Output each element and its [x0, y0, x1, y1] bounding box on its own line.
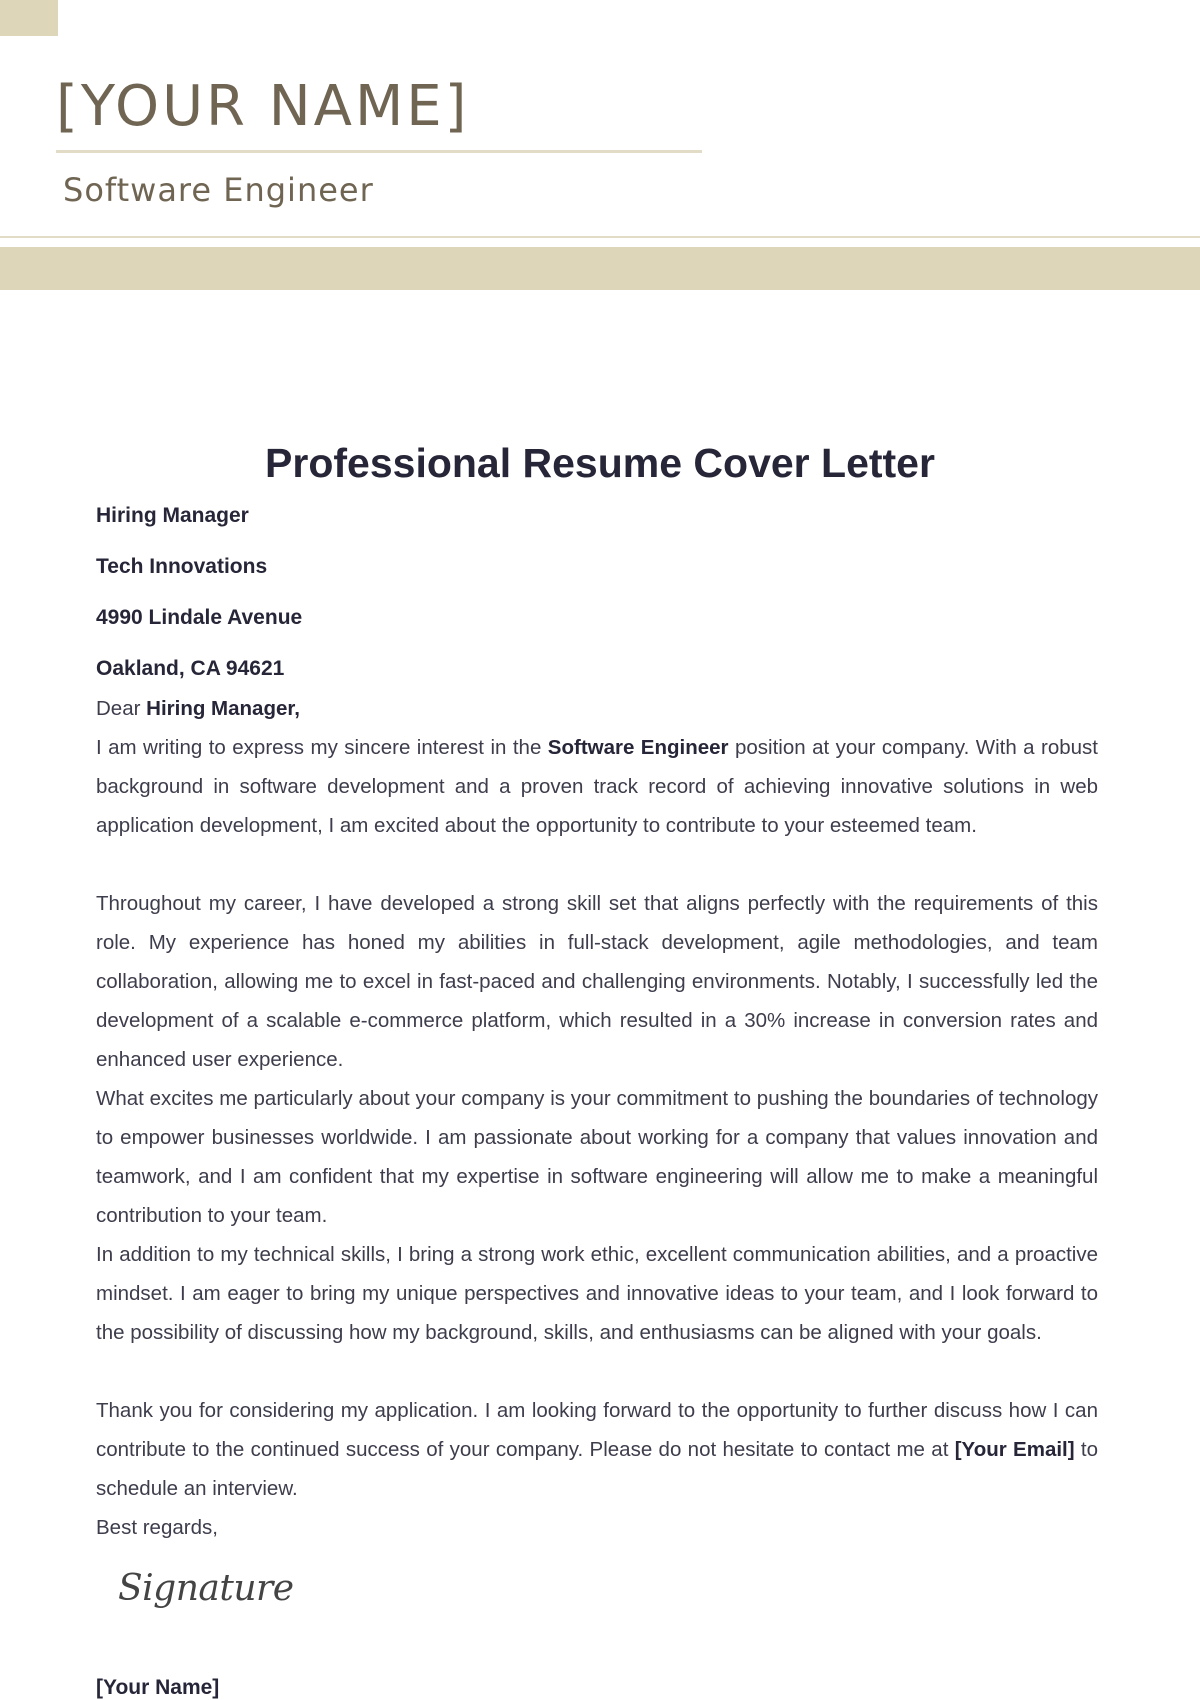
salutation-prefix: Dear: [96, 697, 147, 720]
job-title: Software Engineer: [63, 171, 374, 209]
paragraph-closing: [96, 1391, 1098, 1508]
signature: Signature: [118, 1568, 294, 1609]
corner-decoration: [0, 0, 58, 36]
paragraph-intro: [96, 728, 1098, 845]
closing-phrase: Best regards,: [96, 1516, 218, 1539]
intro-position-title: Software Engineer: [547, 736, 729, 759]
paragraph-soft-skills: In addition to my technical skills, I bring a strong work ethic, excellent communication abilities, and a proactive mindset. I am eager to bring my unique perspectives and innovative ideas to your team, and I look forward to the possibility of discussing how my background, skills, and enthusiasms can be aligned with your goals.: [96, 1243, 1098, 1344]
header-divider: [0, 236, 1200, 238]
header-band: [0, 247, 1200, 290]
contact-email: [Your Email]: [954, 1438, 1075, 1461]
recipient-city: Oakland, CA 94621: [96, 657, 285, 680]
recipient-company: Tech Innovations: [96, 555, 268, 578]
recipient-name: Hiring Manager: [96, 504, 249, 527]
salutation: [96, 689, 1098, 728]
paragraph-company-interest: What excites me particularly about your company is your commitment to pushing the boundaries of technology to empower businesses worldwide. I am passionate about working for a company that values innovation and teamwork, and I am confident that my expertise in software engineering will allow me to make a meaningful contribution to your team.: [96, 1087, 1098, 1227]
salutation-name: Hiring Manager,: [146, 697, 300, 720]
recipient-street: 4990 Lindale Avenue: [96, 606, 303, 629]
intro-text-start: I am writing to express my sincere interest in the: [96, 736, 548, 759]
closing-text-start: Thank you for considering my application. I am looking forward to the opportunity to further discuss how I can contribute to the continued success of your company. Please do not hesitate to contact me at: [96, 1399, 1098, 1461]
closing-text-end: to schedule an interview.: [96, 1438, 1099, 1500]
sign-off-name: [Your Name]: [96, 1676, 220, 1699]
letter-title: Professional Resume Cover Letter: [265, 440, 935, 486]
name-underline-divider: [56, 150, 702, 153]
paragraph-experience: Throughout my career, I have developed a strong skill set that aligns perfectly with the requirements of this role. My experience has honed my abilities in full-stack development, agile methodologies, and team collaboration, allowing me to excel in fast-paced and challenging environments. Notably, I successfully led the development of a scalable e-commerce platform, which resulted in a 30% increase in conversion rates and enhanced user experience.: [96, 892, 1098, 1071]
intro-text-end: position at your company. With a robust background in software development and a proven track record of achieving innovative solutions in web application development, I am excited about the opportunity to contribute to your esteemed team.: [96, 736, 1098, 837]
applicant-name: [YOUR NAME]: [56, 74, 470, 139]
